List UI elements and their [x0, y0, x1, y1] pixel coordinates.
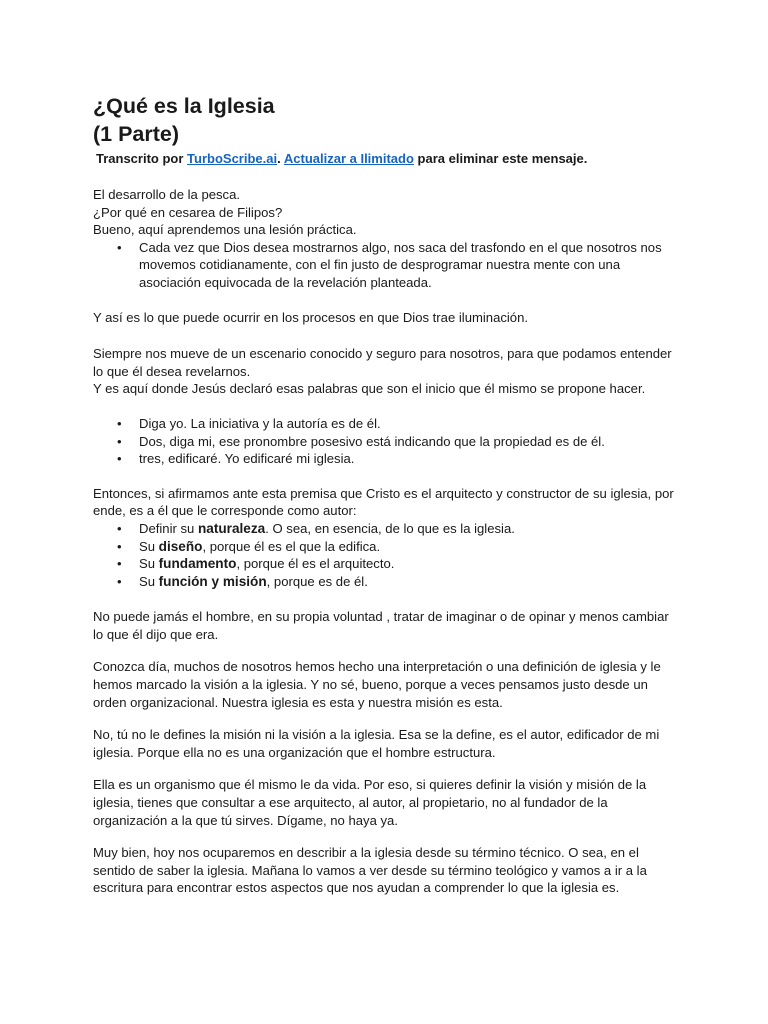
bold-term: naturaleza	[197, 520, 266, 536]
paragraph-7: Ella es un organismo que él mismo le da vida. Por eso, si quieres definir la visión y misión de la iglesia, tienes que consultar a ese arquitecto, al autor, al propietario, no al fundador de la organización a la que tú sirves. Dígame, no haya ya.	[93, 777, 647, 828]
list-item: • Su diseño, porque él es el que la edifica.	[139, 538, 676, 556]
intro-line-1: El desarrollo de la pesca.	[93, 187, 241, 202]
upgrade-link[interactable]: Actualizar a Ilimitado	[283, 151, 414, 166]
bold-term: función y misión	[158, 573, 267, 589]
intro-line-3: Bueno, aquí aprendemos una lesión práctica.	[93, 222, 357, 238]
document-body	[93, 186, 676, 897]
bullet-list-2	[93, 415, 676, 468]
list-item: • Su función y misión, porque es de él.	[139, 573, 676, 591]
title-line-2: (1 Parte)	[93, 122, 180, 146]
turboscribe-link[interactable]: TurboScribe.ai	[187, 151, 278, 166]
bold-term: diseño	[158, 538, 203, 554]
list-item: • Su fundamento, porque él es el arquitecto.	[139, 555, 676, 573]
notice-suffix: para eliminar este mensaje.	[417, 151, 588, 166]
bullet-list-3	[93, 520, 676, 590]
notice-prefix: Transcrito por	[96, 151, 184, 166]
intro-line-2: ¿Por qué en cesarea de Filipos?	[93, 204, 283, 220]
title-line-1: ¿Qué es la Iglesia	[93, 94, 275, 118]
paragraph-4: No puede jamás el hombre, en su propia voluntad , tratar de imaginar o de opinar y menos cambiar lo que él dijo que era.	[93, 609, 669, 642]
notice-separator: .	[277, 151, 281, 166]
paragraph-3: Entonces, si afirmamos ante esta premisa que Cristo es el arquitecto y constructor de su iglesia, por ende, es a él que le corresponde como autor:	[93, 485, 674, 519]
paragraph-5: Conozca día, muchos de nosotros hemos hecho una interpretación o una definición de iglesia y le hemos marcado la visión a la iglesia. Y no sé, bueno, porque a veces pensamos justo desde un orden organizacional. Nuestra iglesia es esta y nuestra misión es esta.	[93, 659, 661, 710]
paragraph-2b: Y es aquí donde Jesús declaró esas palabras que son el inicio que él mismo se propone hacer.	[93, 381, 646, 397]
paragraph-1: Y así es lo que puede ocurrir en los procesos en que Dios trae iluminación.	[93, 309, 529, 325]
paragraph-8: Muy bien, hoy nos ocuparemos en describir a la iglesia desde su término técnico. O sea, en el sentido de saber la iglesia. Mañana lo vamos a ver desde su término teológico y vamos a ir a la escritura para encontrar estos aspectos que nos ayudan a comprender lo que la iglesia es.	[93, 845, 647, 896]
bold-term: fundamento	[158, 556, 237, 572]
list-item: • Diga yo. La iniciativa y la autoría es de él.	[139, 415, 676, 433]
bullet-list-1	[93, 239, 676, 292]
list-item: • Definir su naturaleza. O sea, en esencia, de lo que es la iglesia.	[139, 520, 676, 538]
list-item: • Dos, diga mi, ese pronombre posesivo está indicando que la propiedad es de él.	[139, 433, 676, 451]
transcription-notice	[96, 150, 676, 167]
paragraph-2a: Siempre nos mueve de un escenario conocido y seguro para nosotros, para que podamos entender lo que él desea revelarnos.	[93, 346, 672, 379]
list-item: • tres, edificaré. Yo edificaré mi iglesia.	[139, 450, 676, 468]
paragraph-6: No, tú no le defines la misión ni la visión a la iglesia. Esa se la define, es el autor, edificador de mi iglesia. Porque ella no es una organización que el hombre estructura.	[93, 727, 660, 760]
list-item: • Cada vez que Dios desea mostrarnos algo, nos saca del trasfondo en el que nosotros nos movemos cotidianamente, con el fin justo de desprogramar nuestra mente con una asociación equivocada de la revelación planteada.	[139, 239, 676, 292]
page-title	[93, 92, 676, 148]
